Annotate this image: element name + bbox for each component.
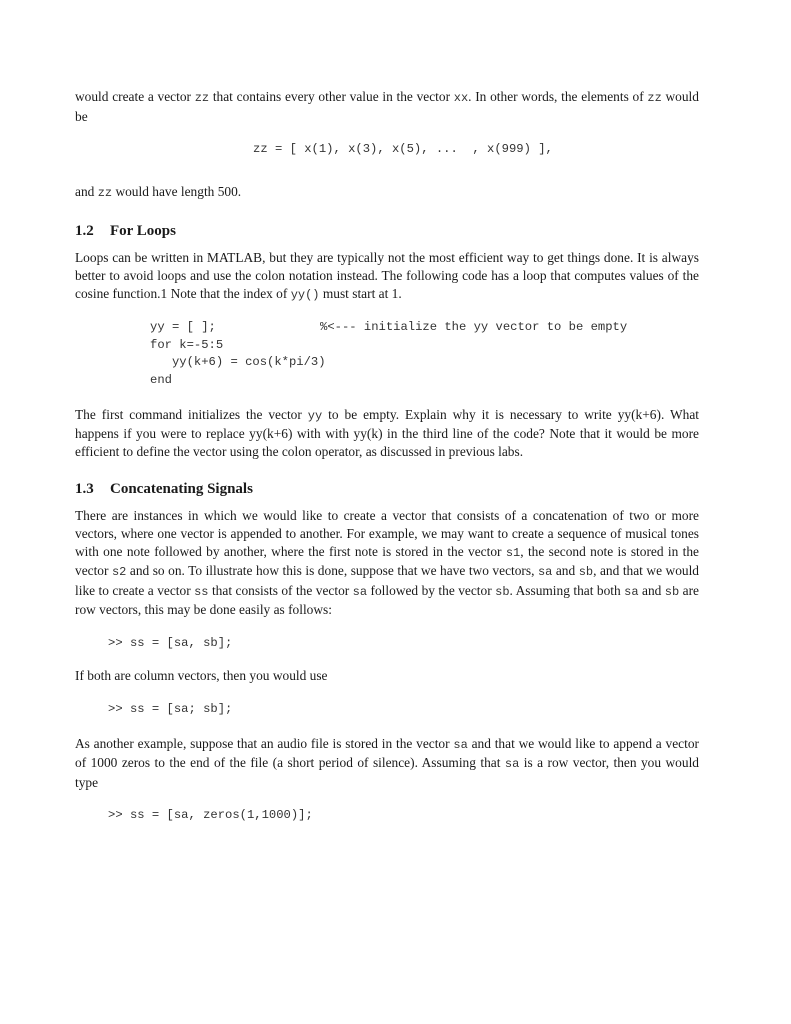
inline-code: sa bbox=[537, 565, 553, 580]
text-run: and so on. To illustrate how this is done, suppose that we have two vectors, bbox=[126, 563, 538, 579]
code-comment: %<--- initialize the yy vector to be empty bbox=[320, 320, 628, 335]
code-column-concat: >> ss = [sa; sb]; bbox=[108, 702, 233, 717]
inline-code: zz bbox=[194, 91, 210, 105]
inline-code: yy() bbox=[290, 287, 320, 302]
paragraph-audio-example bbox=[75, 735, 699, 792]
section-number: 1.3 bbox=[75, 481, 94, 498]
text-run: and bbox=[552, 563, 579, 579]
inline-code: xx bbox=[453, 91, 469, 105]
inline-code: ss bbox=[194, 584, 209, 599]
text-run: are row vectors, this may be done easily as follows: bbox=[75, 582, 699, 618]
code-block-for-loop bbox=[75, 319, 699, 389]
section-title: For Loops bbox=[110, 223, 176, 240]
inline-code: sb bbox=[664, 584, 680, 599]
code-line bbox=[150, 319, 699, 337]
inline-code: zz bbox=[97, 185, 113, 200]
inline-code: sa bbox=[453, 737, 468, 752]
text-run: is a row vector, then you would type bbox=[75, 755, 699, 790]
inline-code: yy bbox=[307, 408, 323, 423]
code-line: yy(k+6) = cos(k*pi/3) bbox=[150, 355, 326, 370]
inline-code: sa bbox=[624, 584, 639, 599]
code-text: yy = [ ]; bbox=[150, 320, 216, 335]
equation-zz: zz = [ x(1), x(3), x(5), ... , x(999) ], bbox=[253, 142, 553, 157]
text-run: would create a vector bbox=[75, 89, 195, 104]
inline-code: sb bbox=[578, 565, 594, 580]
paragraph-loop-explanation bbox=[75, 406, 699, 461]
section-heading-concatenating bbox=[75, 480, 699, 498]
paragraph-loops bbox=[75, 249, 699, 304]
inline-code: s2 bbox=[111, 565, 127, 580]
code-row-concat: >> ss = [sa, sb]; bbox=[108, 635, 233, 650]
section-heading-for-loops bbox=[75, 222, 699, 240]
paragraph-zz-intro bbox=[75, 88, 699, 125]
text-run: , and that we would like to create a vector bbox=[75, 563, 700, 598]
text-run: and that we would like to append a vector of 1000 zeros to the end of the file (a short period of silence). Assuming that bbox=[75, 735, 699, 771]
text-run: and bbox=[75, 183, 98, 199]
text-run: that contains every other value in the vector bbox=[209, 89, 454, 104]
inline-code: sa bbox=[504, 757, 520, 772]
text-run: followed by the vector bbox=[367, 582, 496, 598]
inline-code: sb bbox=[495, 584, 510, 599]
text-run: must start at 1. bbox=[319, 285, 402, 301]
inline-code: s1 bbox=[505, 545, 521, 560]
section-number: 1.2 bbox=[75, 223, 94, 240]
text-run: The first command initializes the vector bbox=[75, 406, 308, 422]
text-run: . Assuming that both bbox=[509, 582, 625, 598]
section-title: Concatenating Signals bbox=[110, 481, 253, 498]
code-zeros-concat: >> ss = [sa, zeros(1,1000)]; bbox=[108, 808, 313, 823]
inline-code: zz bbox=[647, 91, 662, 105]
text-run: . In other words, the elements of bbox=[468, 89, 648, 104]
inline-code: sa bbox=[352, 584, 368, 599]
paragraph-concatenation bbox=[75, 507, 699, 619]
text-run: Loops can be written in MATLAB, but they are typically not the most efficient way to get things done. It is always better to avoid loops and use the colon notation instead. The following code has a loop that computes values of the cosine function.1 Note that the index of bbox=[75, 250, 699, 301]
text-run: , the second note is stored in the vector bbox=[75, 543, 700, 579]
paragraph-zz-length bbox=[75, 183, 699, 203]
code-line: end bbox=[150, 372, 172, 387]
text-run: As another example, suppose that an audio file is stored in the vector bbox=[75, 735, 454, 751]
page-content bbox=[75, 88, 699, 825]
text-run: and bbox=[638, 582, 665, 598]
code-line: for k=-5:5 bbox=[150, 337, 224, 352]
text-run: There are instances in which we would like to create a vector that consists of a concatenation of two or more vectors, where one vector is appended to another. For example, we may want to create a sequence of musical tones with one note followed by another, where the first note is stored in the vector bbox=[75, 508, 699, 559]
text-run: would be bbox=[75, 89, 699, 124]
paragraph-column-vectors: If both are column vectors, then you would use bbox=[75, 668, 328, 684]
text-run: to be empty. Explain why it is necessary to write yy(k+6). What happens if you were to replace yy(k+6) with with yy(k) in the third line of the code? Note that it would be more efficient to define the vector using the colon operator, as discussed in previous labs. bbox=[75, 406, 700, 459]
text-run: would have length 500. bbox=[112, 183, 242, 199]
text-run: that consists of the vector bbox=[208, 582, 353, 598]
